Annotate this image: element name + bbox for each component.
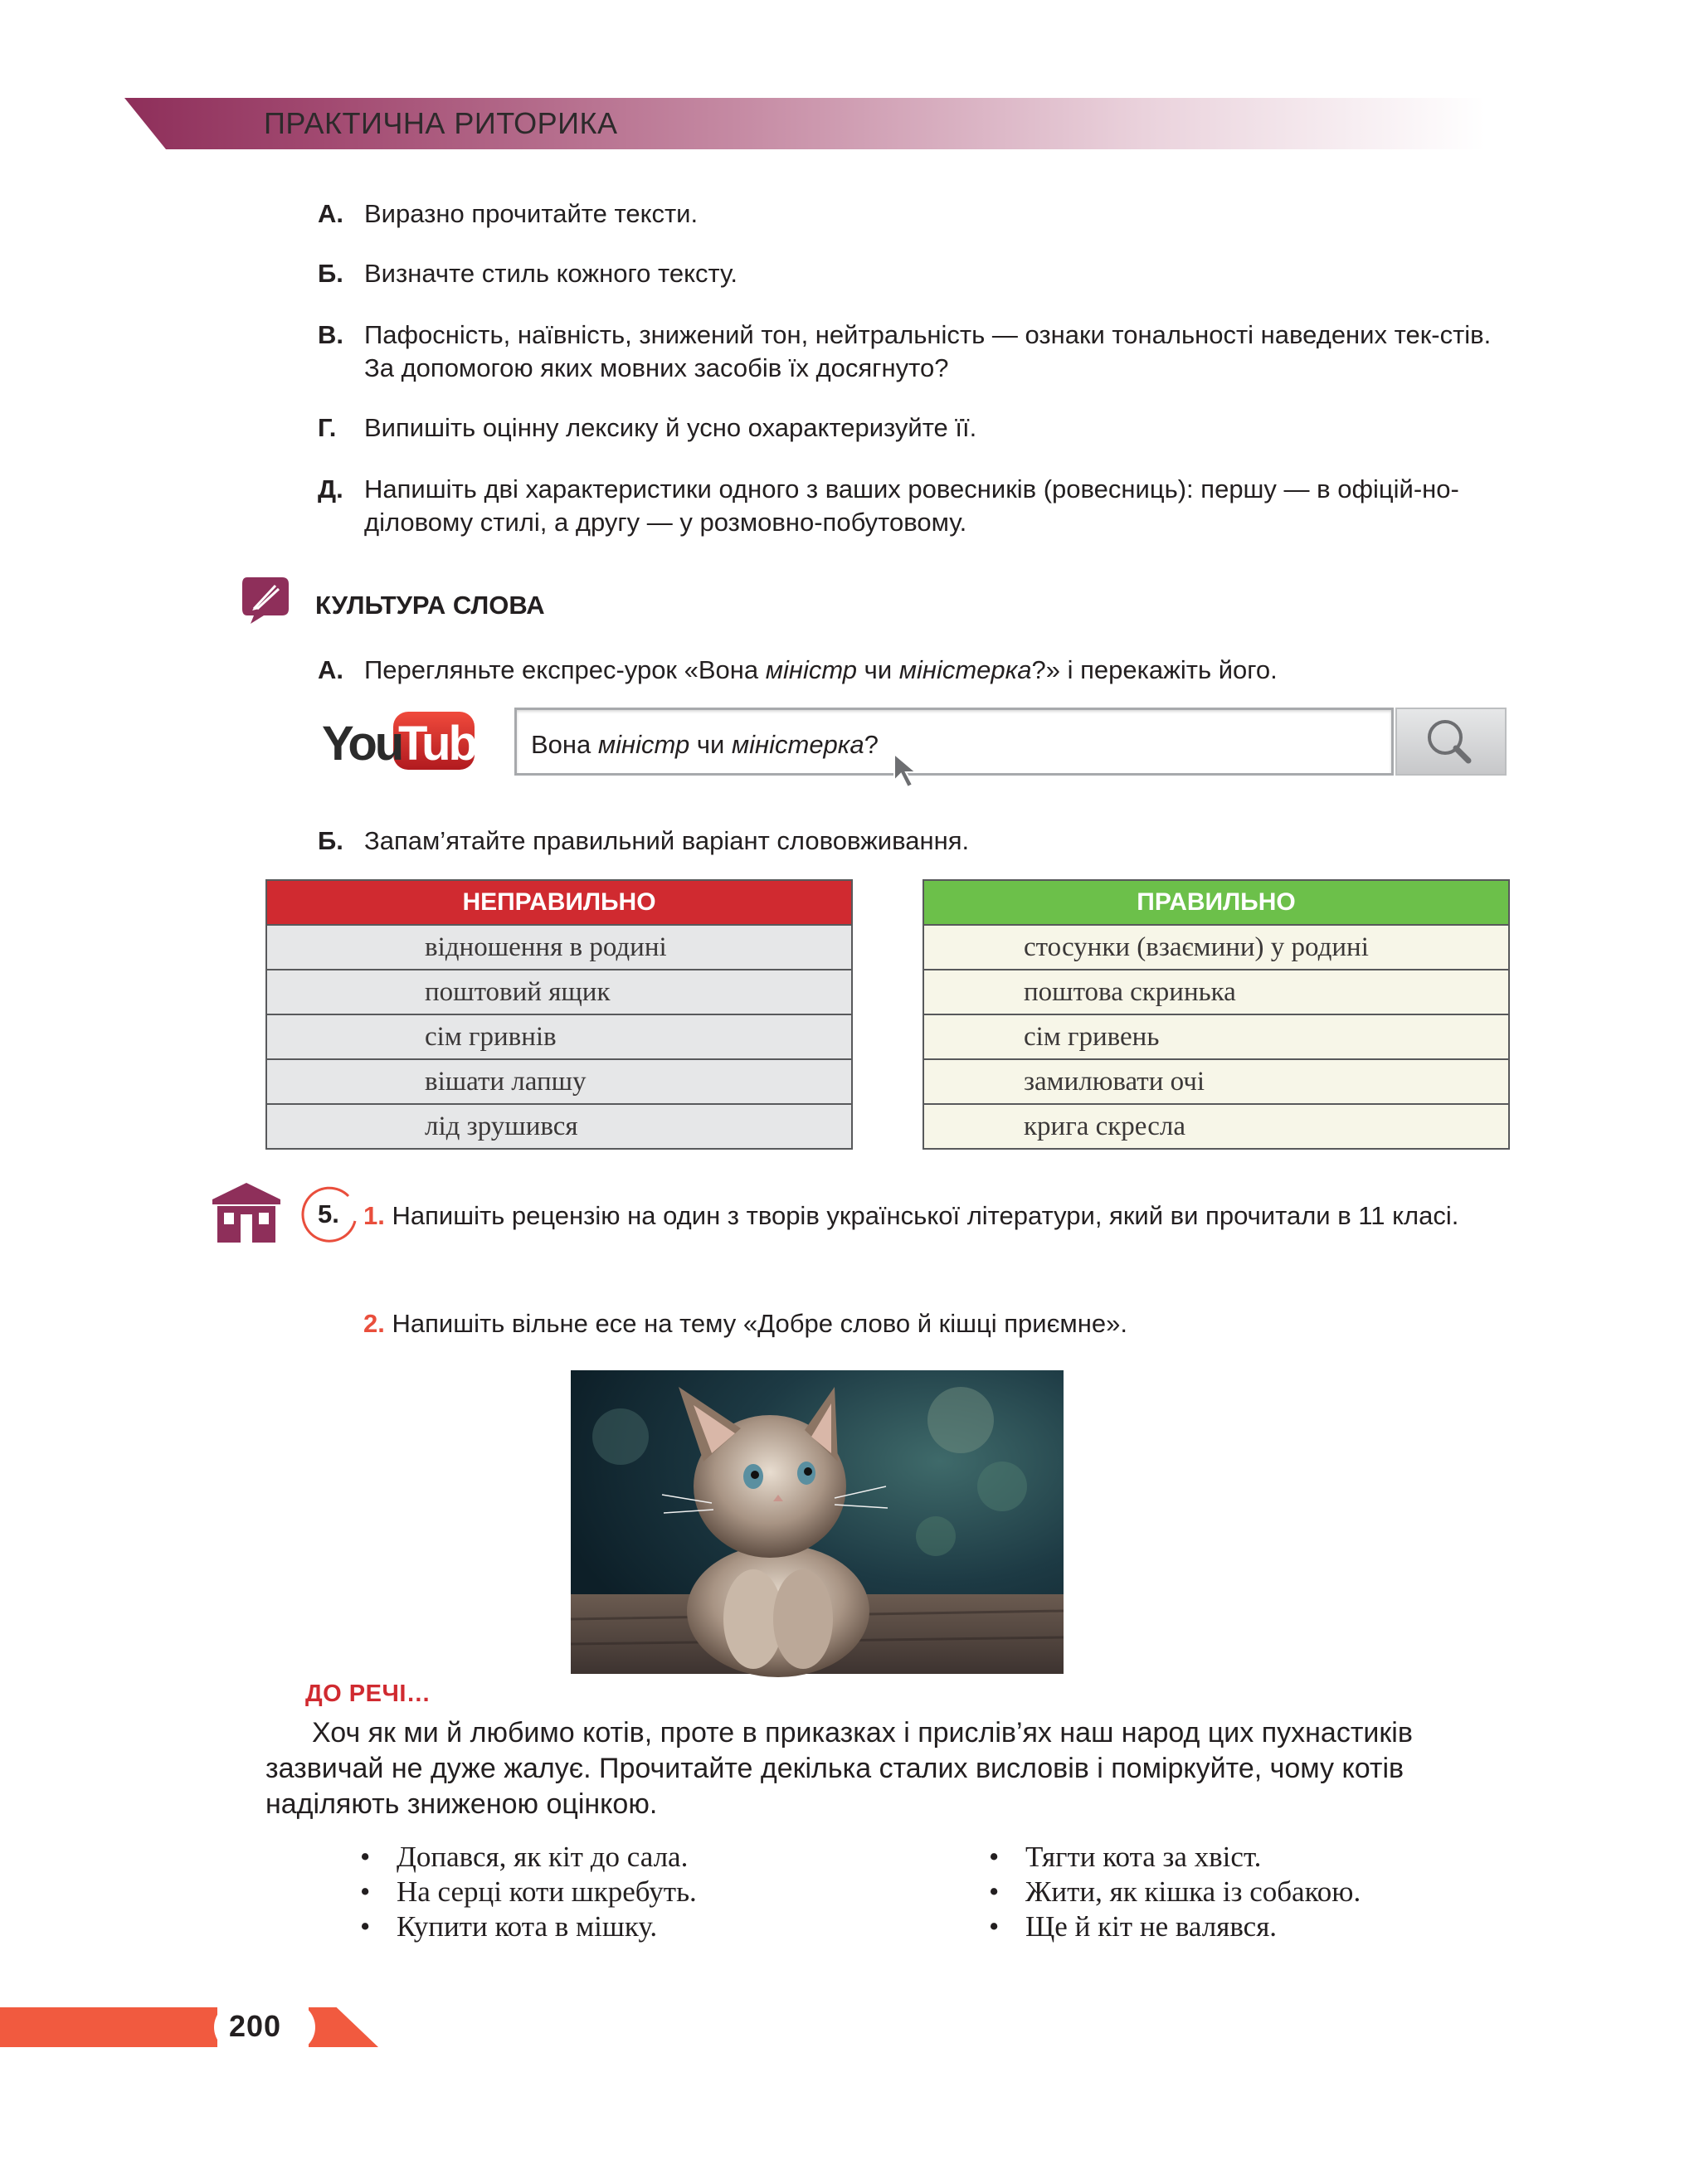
table-cell: крига скресла (923, 1104, 1509, 1149)
search-button[interactable] (1395, 708, 1507, 776)
subtask-text: Напишіть вільне есе на тему «Добре слово й кішці приємне». (384, 1309, 1127, 1338)
task-letter: Д. (318, 474, 343, 503)
table-header: НЕПРАВИЛЬНО (266, 880, 852, 925)
search-query-text (531, 730, 879, 760)
table-correct (923, 879, 1510, 1150)
table-cell: замилювати очі (923, 1059, 1509, 1104)
task-b (318, 257, 1512, 290)
subtask-text: Напишіть рецензію на один з творів української літератури, який ви прочитали в 11 класі. (384, 1201, 1459, 1230)
task-d (318, 473, 1512, 539)
table-cell: вішати лапшу (266, 1059, 852, 1104)
task-number: 5. (318, 1199, 339, 1228)
text-italic: міністерка (731, 730, 864, 759)
youtube-tube: Tube (398, 717, 500, 771)
text-italic: міністр (597, 730, 690, 759)
table-cell: сім гривнів (266, 1014, 852, 1059)
table-cell: стосунки (взаємини) у родині (923, 925, 1509, 970)
task-text: Напишіть дві характеристики одного з ваших ровесників (ровесниць): першу — в офіцій-но-діловому стилі, а другу — у розмовно-побутовому. (364, 474, 1459, 537)
list-item: • Допався, як кіт до сала. (360, 1840, 697, 1875)
sayings-list-right (989, 1840, 1361, 1944)
task-text: Запам’ятайте правильний варіант слововживання. (364, 826, 970, 855)
text-italic: міністерка (898, 655, 1032, 684)
text-part: чи (689, 730, 732, 759)
section-title: КУЛЬТУРА СЛОВА (315, 591, 545, 620)
footer-arrow (309, 2007, 378, 2047)
list-item: • На серці коти шкребуть. (360, 1875, 697, 1909)
sayings-list-left (360, 1840, 697, 1944)
table-header: ПРАВИЛЬНО (923, 880, 1509, 925)
page-number: 200 (229, 2009, 282, 2043)
task-letter: Г. (318, 413, 337, 442)
search-icon (1397, 709, 1505, 774)
youtube-logo (320, 707, 500, 773)
subtask-number: 2. (363, 1309, 385, 1338)
list-item: • Жити, як кішка із собакою. (989, 1875, 1361, 1909)
task-v (318, 319, 1512, 385)
list-item: • Тягти кота за хвіст. (989, 1840, 1361, 1875)
homework-item-1 (363, 1199, 1508, 1233)
footer-bar (0, 2007, 217, 2047)
task-letter: Б. (318, 259, 343, 288)
task-text: Визначте стиль кожного тексту. (364, 259, 738, 288)
house-icon (209, 1181, 284, 1244)
table-cell: поштова скринька (923, 970, 1509, 1014)
list-item: • Ще й кіт не валявся. (989, 1909, 1361, 1944)
table-cell: сім гривень (923, 1014, 1509, 1059)
youtube-you: You (322, 717, 402, 771)
task-letter: В. (318, 320, 343, 349)
mouse-cursor-icon (891, 751, 929, 797)
table-incorrect (265, 879, 853, 1150)
kitten-photo (571, 1370, 1064, 1674)
culture-task-b (318, 824, 1512, 858)
table-cell: відношення в родині (266, 925, 852, 970)
task-text (364, 654, 1512, 687)
task-g (318, 411, 1512, 445)
table-cell: лід зрушився (266, 1104, 852, 1149)
task-text: Випишіть оцінну лексику й усно охарактеризуйте її. (364, 413, 977, 442)
list-item: • Купити кота в мішку. (360, 1909, 697, 1944)
task-letter: А. (318, 655, 343, 684)
header-title: ПРАКТИЧНА РИТОРИКА (264, 106, 618, 140)
task-text: Пафосність, наївність, знижений тон, нейтральність — ознаки тональності наведених тек-стів. За допомогою яких мовних засобів їх досягнуто? (364, 320, 1492, 382)
text-part: Перегляньте експрес-урок «Вона (364, 655, 766, 684)
culture-task-a (318, 654, 1512, 687)
quill-scroll-icon (239, 572, 294, 627)
text-part: ? (864, 730, 879, 759)
table-cell: поштовий ящик (266, 970, 852, 1014)
text-part: чи (857, 655, 899, 684)
task-letter: А. (318, 199, 343, 228)
text-part: Вона (531, 730, 598, 759)
by-the-way-text: Хоч як ми й любимо котів, проте в приказках і прислів’ях наш народ цих пухнастиків зазвичай не дуже жалує. Прочитайте декілька сталих висловів і поміркуйте, чому котів наділяють зниженою оцінкою. (265, 1717, 1413, 1820)
task-a (318, 197, 1512, 231)
task-letter: Б. (318, 826, 343, 855)
text-part: ?» і перекажіть його. (1031, 655, 1278, 684)
homework-item-2 (363, 1307, 1127, 1340)
task-text: Виразно прочитайте тексти. (364, 199, 699, 228)
by-the-way-title: ДО РЕЧІ… (305, 1681, 431, 1707)
subtask-number: 1. (363, 1201, 385, 1230)
text-italic: міністр (765, 655, 858, 684)
